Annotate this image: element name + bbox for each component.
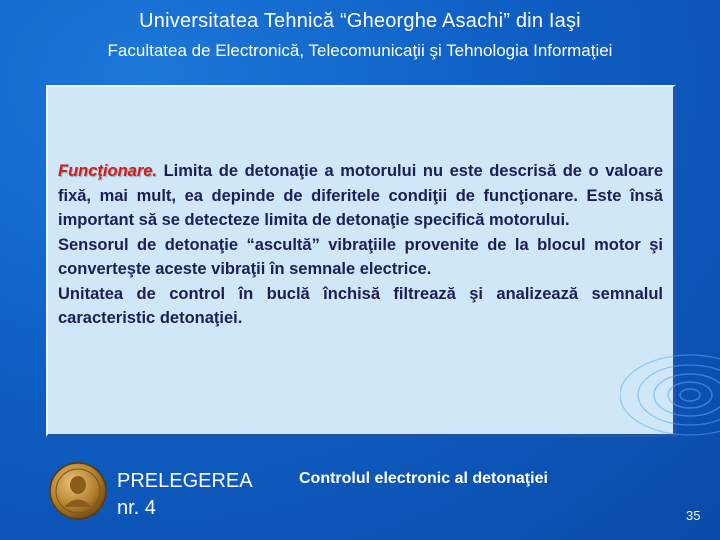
content-text (58, 159, 663, 331)
header-subtitle: Facultatea de Electronică, Telecomunicaţii şi Tehnologia Informaţiei (107, 41, 613, 60)
paragraph-1 (58, 159, 663, 233)
paragraph-2: Sensorul de detonaţie “ascultă” vibraţiile provenite de la blocul motor şi converteşte aceste vibraţii în semnale electrice. (58, 235, 663, 278)
lecture-line-2: nr. 4 (117, 497, 156, 519)
page-number: 35 (686, 508, 701, 523)
paragraph-3: Unitatea de control în buclă închisă filtrează şi analizează semnalul caracteristic detonaţiei. (58, 284, 663, 327)
university-medal-icon (49, 462, 107, 520)
lecture-topic: Controlul electronic al detonaţiei (299, 470, 548, 487)
lecture-label (117, 468, 253, 522)
lecture-line-1: PRELEGEREA (117, 470, 253, 492)
water-ripple-decoration (620, 350, 720, 460)
content-panel (46, 85, 676, 437)
header-title: Universitatea Tehnică “Gheorghe Asachi” din Iaşi (139, 10, 581, 32)
paragraph-1-text: Limita de detonaţie a motorului nu este descrisă de o valoare fixă, mai mult, ea depinde de diferitele condiţii de funcţionare. Este însă important să se detecteze limita de detonaţie specifică motorului. (58, 162, 663, 229)
lead-term: Funcţionare. (58, 162, 158, 180)
